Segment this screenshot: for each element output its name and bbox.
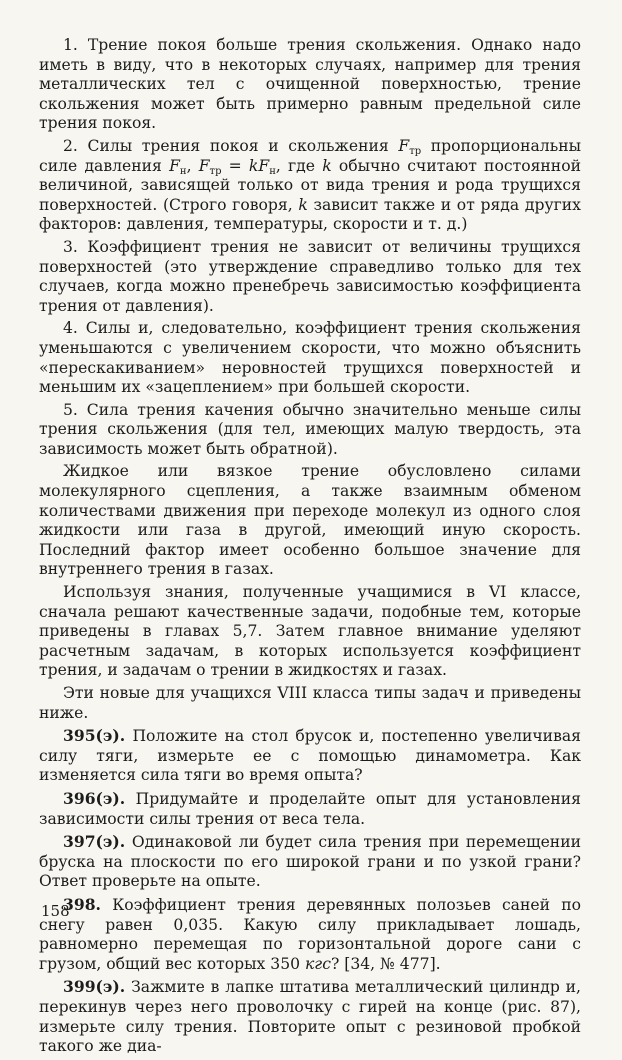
paragraph-4: 4. Силы и, следовательно, коэффициент трения скольжения уменьшаются с увеличением скорости, что можно объяснить «перескакиванием» неровностей трущихся поверхностей и меньшим их «зацеплением» при большей скорости. xyxy=(39,319,581,397)
paragraph-5: 5. Сила трения качения обычно значительно меньше силы трения скольжения (для тел, имеющих малую твердость, эта зависимость может быть обратной). xyxy=(39,400,581,458)
paragraph-6: Жидкое или вязкое трение обусловлено силами молекулярного сцепления, а также взаимным обменом количествами движения при переходе молекул из одного слоя жидкости или газа в другой, имеющий иную скорость. Последний фактор имеет особенно большое значение для внутреннего трения в газах. xyxy=(39,462,581,579)
problem-399: 399(э). Зажмите в лапке штатива металлический цилиндр и, перекинув через него проволочку с гирей на конце (рис. 87), измерьте силу трения. Повторите опыт с резиновой пробкой такого же диа- xyxy=(39,977,581,1056)
problem-397: 397(э). Одинаковой ли будет сила трения при перемещении бруска на плоскости по его широкой грани и по узкой грани? Ответ проверьте на опыте. xyxy=(39,832,581,891)
page-body xyxy=(39,36,581,1060)
page-number: 158 xyxy=(41,902,70,920)
paragraph-7: Используя знания, полученные учащимися в VI классе, сначала решают качественные задачи, подобные тем, которые приведены в главах 5,7. Затем главное внимание уделяют расчетным задачам, в которых используется коэффициент трения, и задачам о трении в жидкостях и газах. xyxy=(39,583,581,680)
problem-395: 395(э). Положите на стол брусок и, постепенно увеличивая силу тяги, измерьте ее с помощью динамометра. Как изменяется сила тяги во время опыта? xyxy=(39,726,581,785)
paragraph-2: 2. Силы трения покоя и скольжения $F_{тр}$ пропорциональны силе давления $F_н$, $F_{тр} = kF_н$, где k обычно считают постоянной величиной, зависящей только от вида трения и рода трущихся поверхностей. (Строго говоря, k зависит также и от ряда других факторов: давления, температуры, скорости и т. д.) xyxy=(39,136,581,234)
problem-398: 398. Коэффициент трения деревянных полозьев саней по снегу равен 0,035. Какую силу прикладывает лошадь, равномерно перемещая по горизонтальной дороге сани с грузом, общий вес которых 350 кгс? [34, № 477]. xyxy=(39,894,581,973)
paragraph-1: 1. Трение покоя больше трения скольжения. Однако надо иметь в виду, что в некоторых случаях, например для трения металлических тел с очищенной поверхностью, трение скольжения может быть примерно равным предельной силе трения покоя. xyxy=(39,36,581,133)
paragraph-8: Эти новые для учащихся VIII класса типы задач и приведены ниже. xyxy=(39,684,581,722)
paragraph-3: 3. Коэффициент трения не зависит от величины трущихся поверхностей (это утверждение справедливо только для тех случаев, когда можно пренебречь зависимостью коэффициента трения от давления). xyxy=(39,237,581,315)
problem-396: 396(э). Придумайте и проделайте опыт для установления зависимости силы трения от веса тела. xyxy=(39,788,581,828)
